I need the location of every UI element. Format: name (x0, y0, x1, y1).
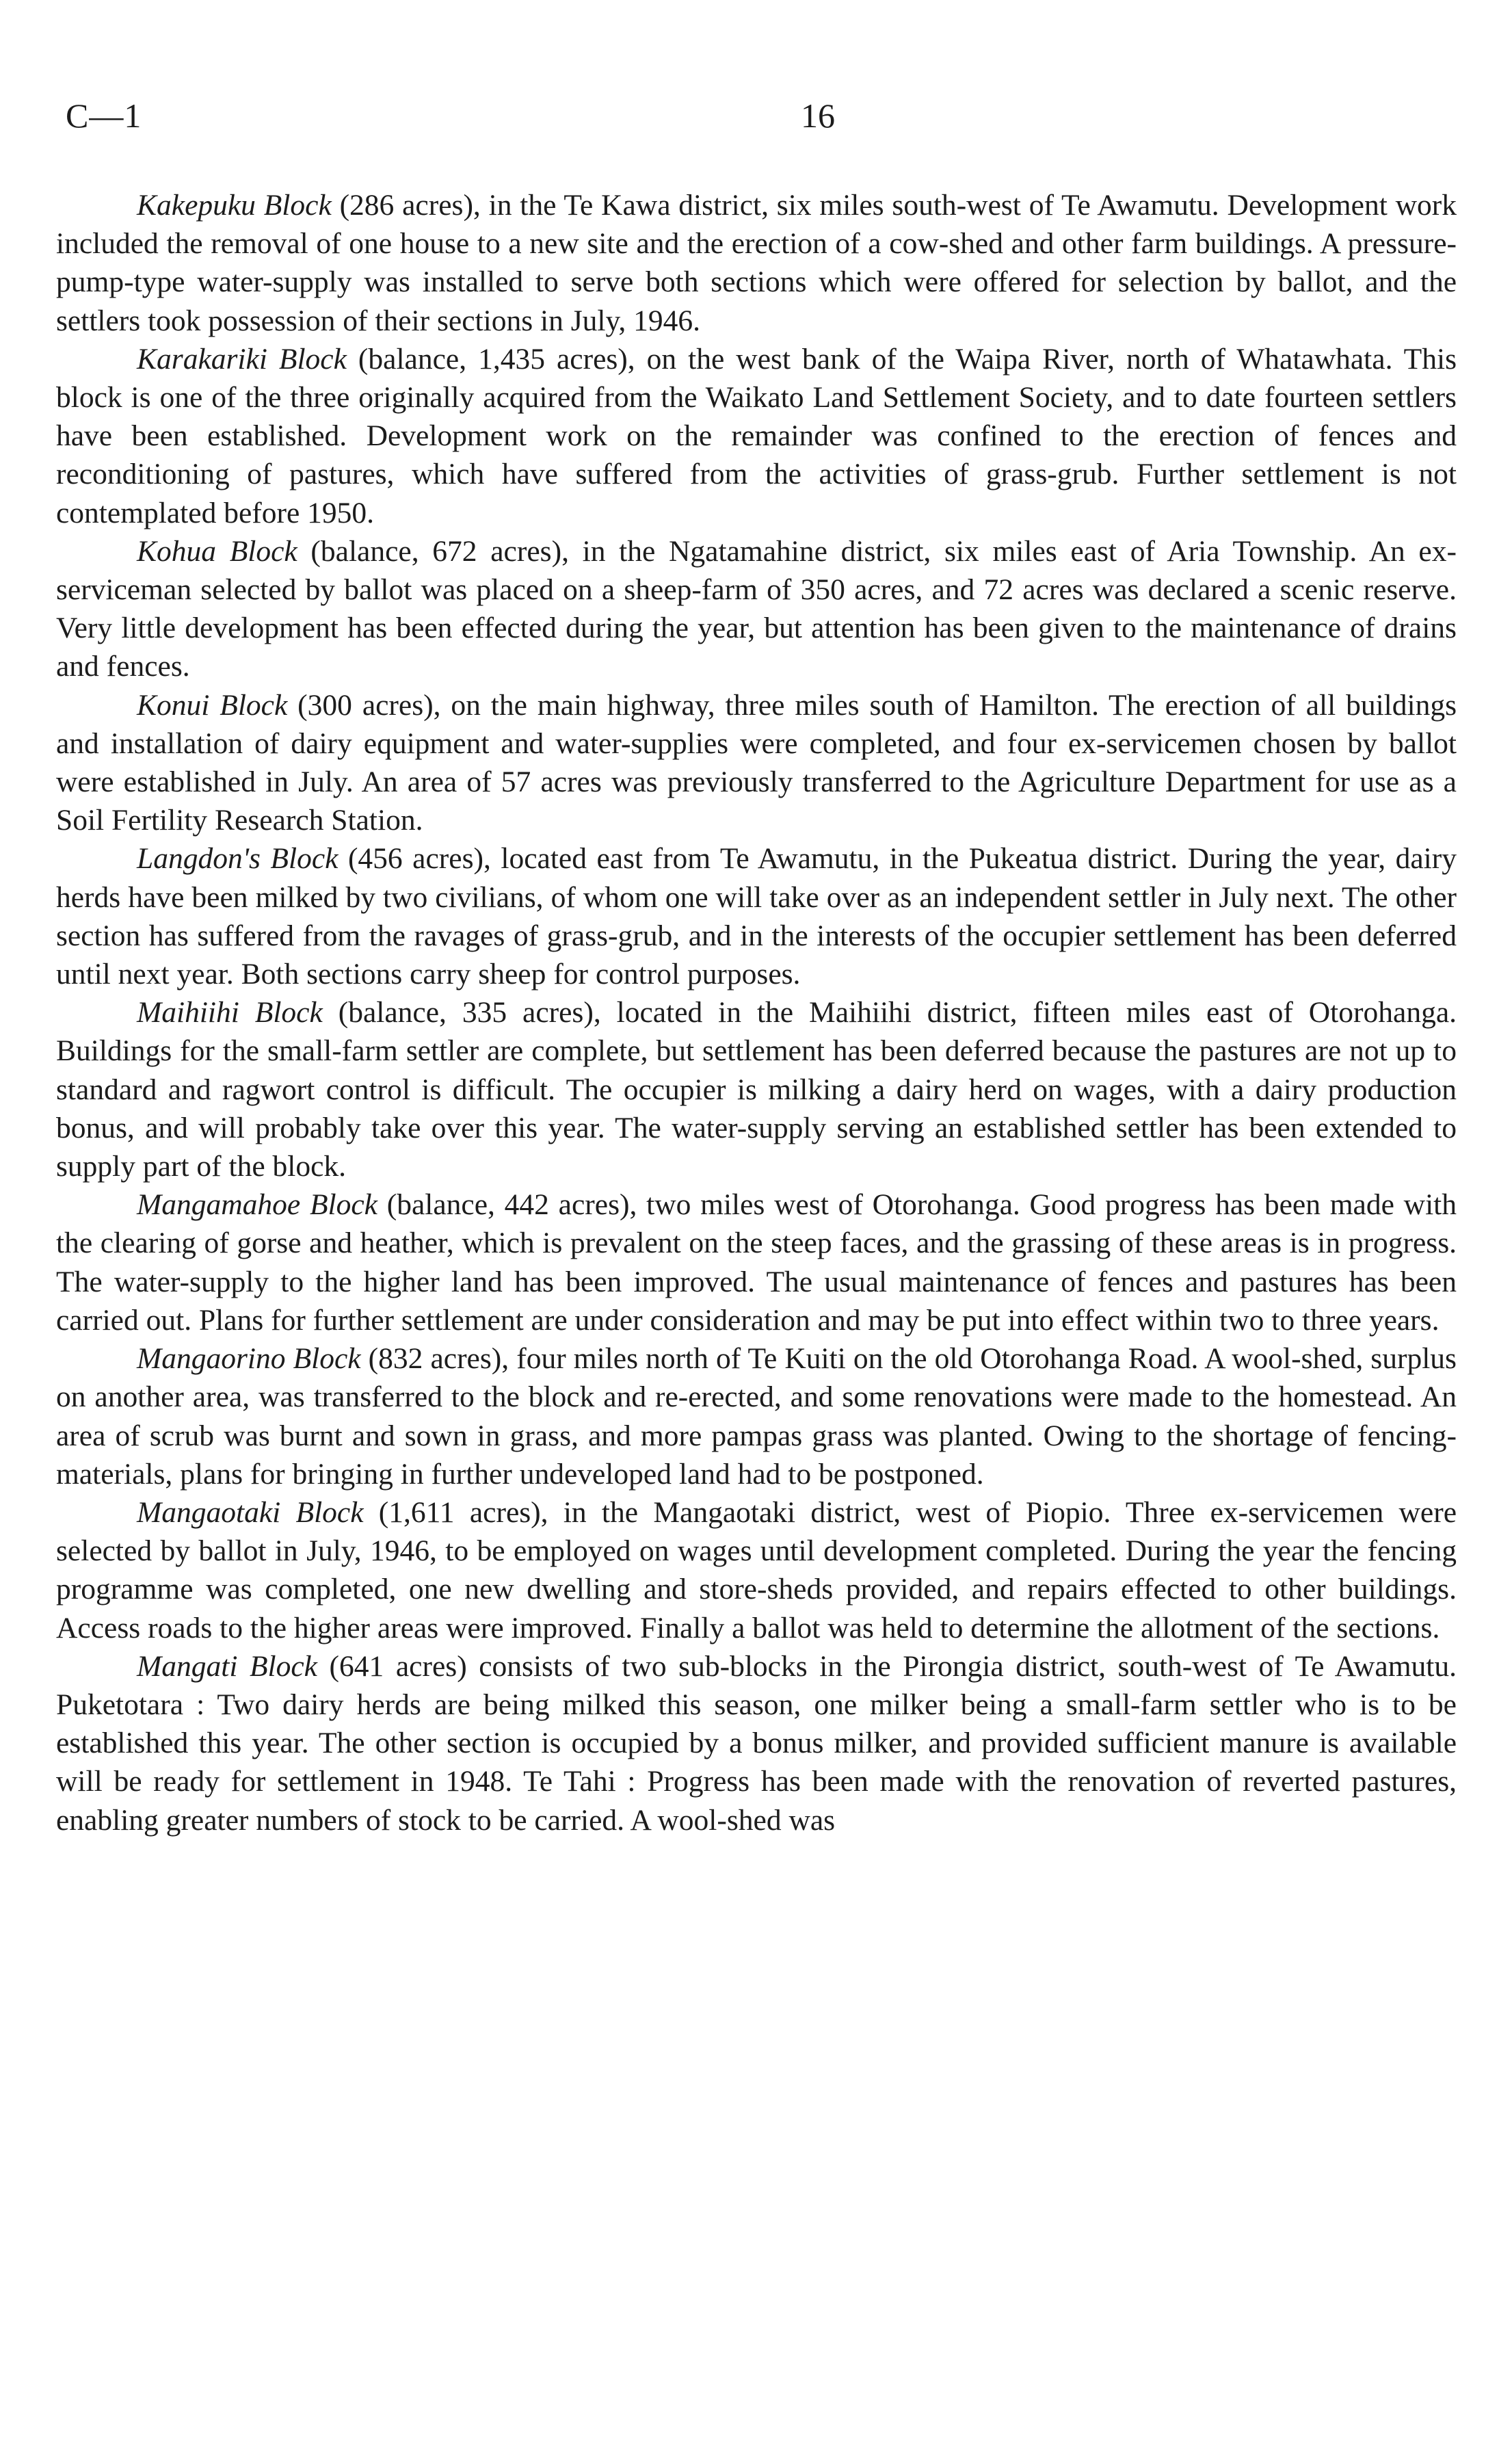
block-name: Karakariki Block (137, 342, 347, 376)
block-name: Kohua Block (137, 534, 297, 568)
paragraph-text: (456 acres), located east from Te Awamutu, in the Pukeatua district. During the year, dairy herds have been milked by two civilians, of whom one will take over as an independent settler in July next. The other section has suffered from the ravages of grass-grub, and in the interests of the occupier settlement has been deferred until next year. Both sections carry sheep for control purposes. (56, 842, 1457, 991)
paragraph-mangati (56, 1647, 1457, 1839)
paragraph-mangamahoe (56, 1185, 1457, 1339)
paragraph-langdons (56, 839, 1457, 993)
paragraph-kohua (56, 532, 1457, 686)
paragraph-mangaotaki (56, 1493, 1457, 1647)
block-name: Mangati Block (137, 1649, 317, 1683)
block-name: Konui Block (137, 688, 288, 722)
paragraph-text: (286 acres), in the Te Kawa district, six miles south-west of Te Awamutu. Development work included the removal of one house to a new site and the erection of a cow-shed and other farm buildings. A pressure-pump-type water-supply was installed to serve both sections which were offered for selection by ballot, and the settlers took possession of their sections in July, 1946. (56, 189, 1457, 337)
paragraph-text: (641 acres) consists of two sub-blocks in the Pirongia district, south-west of Te Awamutu. Puketotara : Two dairy herds are being milked this season, one milker being a small-farm settler who is to be established this year. The other section is occupied by a bonus milker, and provided sufficient manure is available will be ready for settlement in 1948. Te Tahi : Progress has been made with the renovation of reverted pastures, enabling greater numbers of stock to be carried. A wool-shed was (56, 1649, 1457, 1837)
page-number: 16 (801, 96, 835, 135)
report-body (56, 186, 1457, 1839)
document-reference: C—1 (66, 96, 142, 135)
block-name: Mangaotaki Block (137, 1495, 364, 1529)
paragraph-kakepuku (56, 186, 1457, 340)
paragraph-mangaorino (56, 1339, 1457, 1493)
paragraph-text: (1,611 acres), in the Mangaotaki district, west of Piopio. Three ex-servicemen were selected by ballot in July, 1946, to be employed on wages until development completed. During the year the fencing programme was completed, one new dwelling and store-sheds provided, and repairs effected to other buildings. Access roads to the higher areas were improved. Finally a ballot was held to determine the allotment of the sections. (56, 1495, 1457, 1644)
block-name: Maihiihi Block (137, 996, 323, 1030)
block-name: Langdon's Block (137, 842, 339, 876)
paragraph-maihiihi (56, 993, 1457, 1185)
paragraph-text: (balance, 442 acres), two miles west of Otorohanga. Good progress has been made with the clearing of gorse and heather, which is prevalent on the steep faces, and the grassing of these areas is in progress. The water-supply to the higher land has been improved. The usual maintenance of fences and pastures has been carried out. Plans for further settlement are under consideration and may be put into effect within two to three years. (56, 1188, 1457, 1337)
paragraph-konui (56, 686, 1457, 840)
paragraph-text: (balance, 672 acres), in the Ngatamahine district, six miles east of Aria Township. An ex-serviceman selected by ballot was placed on a sheep-farm of 350 acres, and 72 acres was declared a scenic reserve. Very little development has been effected during the year, but attention has been given to the maintenance of drains and fences. (56, 534, 1457, 683)
page-header (66, 96, 1461, 144)
block-name: Mangamahoe Block (137, 1188, 377, 1222)
paragraph-text: (300 acres), on the main highway, three miles south of Hamilton. The erection of all buildings and installation of dairy equipment and water-supplies were completed, and four ex-servicemen chosen by ballot were established in July. An area of 57 acres was previously transferred to the Agriculture Department for use as a Soil Fertility Research Station. (56, 688, 1457, 837)
paragraph-karakariki (56, 340, 1457, 532)
block-name: Mangaorino Block (137, 1342, 361, 1376)
block-name: Kakepuku Block (137, 189, 332, 222)
paragraph-text: (832 acres), four miles north of Te Kuiti on the old Otorohanga Road. A wool-shed, surplus on another area, was transferred to the block and re-erected, and some renovations were made to the homestead. An area of scrub was burnt and sown in grass, and more pampas grass was planted. Owing to the shortage of fencing-materials, plans for bringing in further undeveloped land had to be postponed. (56, 1342, 1457, 1491)
paragraph-text: (balance, 1,435 acres), on the west bank of the Waipa River, north of Whatawhata. This block is one of the three originally acquired from the Waikato Land Settlement Society, and to date fourteen settlers have been established. Development work on the remainder was confined to the erection of fences and reconditioning of pastures, which have suffered from the activities of grass-grub. Further settlement is not contemplated before 1950. (56, 342, 1457, 529)
paragraph-text: (balance, 335 acres), located in the Maihiihi district, fifteen miles east of Otorohanga. Buildings for the small-farm settler are complete, but settlement has been deferred because the pastures are not up to standard and ragwort control is difficult. The occupier is milking a dairy herd on wages, with a dairy production bonus, and will probably take over this year. The water-supply serving an established settler has been extended to supply part of the block. (56, 996, 1457, 1183)
